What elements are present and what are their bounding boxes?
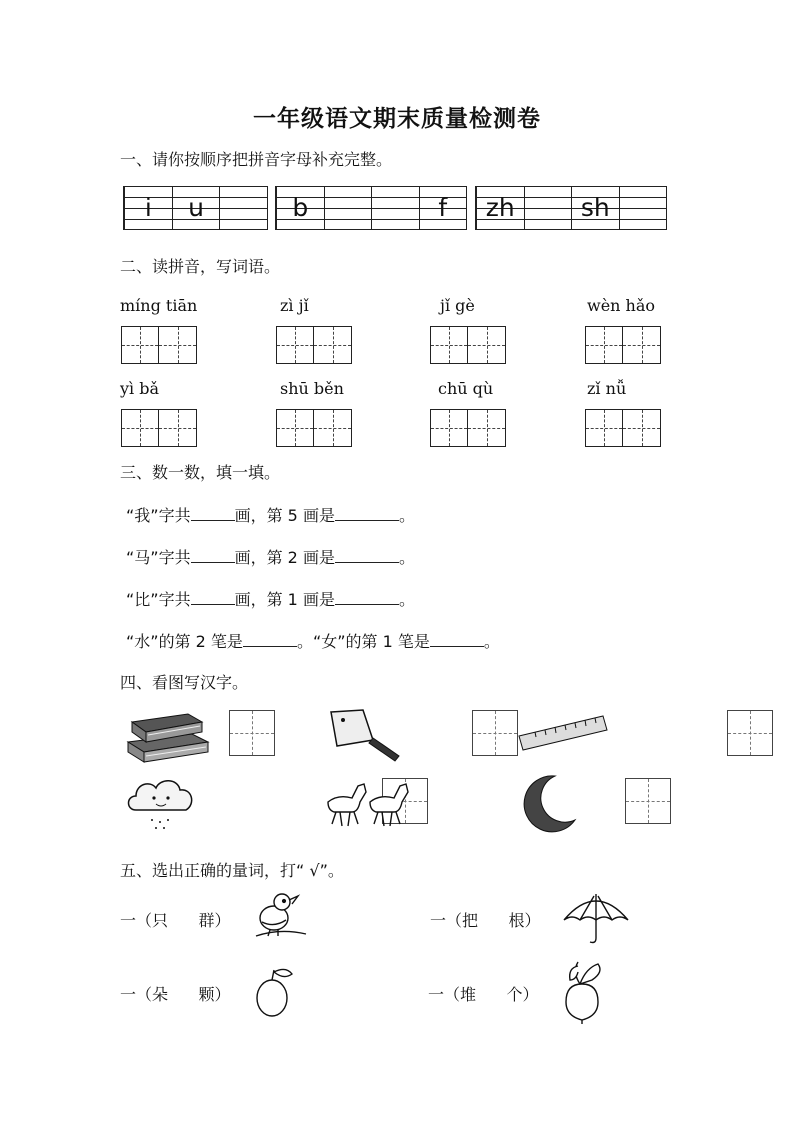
writing-box-pair xyxy=(276,326,352,364)
tianzige-box[interactable] xyxy=(430,326,468,364)
section-5-heading: 五、选出正确的量词，打“ √”。 xyxy=(120,861,344,880)
tianzige-box[interactable] xyxy=(276,326,314,364)
pinyin-grid-3 xyxy=(475,186,667,230)
umbrella-picture xyxy=(560,888,632,946)
section-1-heading: 一、请你按顺序把拼音字母补充完整。 xyxy=(120,150,393,169)
ruler-picture xyxy=(515,710,611,756)
fruit-picture xyxy=(252,964,298,1020)
pinyin-cell[interactable] xyxy=(371,187,419,229)
measure-word-choice-3[interactable]: 一（朵 颗） xyxy=(120,985,231,1004)
pinyin-word: jǐ gè xyxy=(440,296,475,315)
writing-box-pair xyxy=(121,409,197,447)
tianzige-box[interactable] xyxy=(585,326,623,364)
radish-picture xyxy=(558,958,610,1024)
answer-blank[interactable] xyxy=(335,506,399,521)
pinyin-cell[interactable] xyxy=(619,187,667,229)
cloud-picture xyxy=(124,770,200,834)
measure-word-choice-2[interactable]: 一（把 根） xyxy=(430,911,541,930)
pinyin-cell[interactable] xyxy=(219,187,267,229)
tianzige-box[interactable] xyxy=(314,326,352,364)
tianzige-box[interactable] xyxy=(314,409,352,447)
question-text: 画，第 1 画是 xyxy=(234,590,335,609)
tianzige-box[interactable] xyxy=(430,409,468,447)
answer-blank[interactable] xyxy=(335,590,399,605)
pinyin-cell[interactable]: u xyxy=(172,187,220,229)
question-text: 。 xyxy=(398,548,415,567)
writing-box-pair xyxy=(121,326,197,364)
tianzige-box[interactable] xyxy=(623,326,661,364)
tianzige-box[interactable] xyxy=(229,710,275,756)
stroke-question-2 xyxy=(126,545,415,568)
answer-blank[interactable] xyxy=(430,632,484,647)
tianzige-box[interactable] xyxy=(468,326,506,364)
books-picture xyxy=(122,708,214,764)
question-text: 。 xyxy=(398,506,415,525)
tianzige-box[interactable] xyxy=(121,409,159,447)
tianzige-box[interactable] xyxy=(276,409,314,447)
section-2-heading: 二、读拼音，写词语。 xyxy=(120,257,281,276)
tianzige-box[interactable] xyxy=(625,778,671,824)
question-text: “马”字共 xyxy=(126,548,191,567)
answer-blank[interactable] xyxy=(191,548,235,563)
page-title: 一年级语文期末质量检测卷 xyxy=(253,106,541,132)
bird-picture xyxy=(252,888,310,946)
answer-blank[interactable] xyxy=(243,632,297,647)
tianzige-box[interactable] xyxy=(121,326,159,364)
pinyin-word: zì jǐ xyxy=(280,296,309,315)
writing-box-pair xyxy=(276,409,352,447)
pinyin-cell[interactable] xyxy=(524,187,572,229)
stroke-question-4 xyxy=(126,629,500,652)
writing-box-pair xyxy=(430,326,506,364)
cleaver-picture xyxy=(323,706,405,764)
writing-box-pair xyxy=(585,326,661,364)
tianzige-box[interactable] xyxy=(159,326,197,364)
pinyin-word: shū běn xyxy=(280,379,344,398)
answer-blank[interactable] xyxy=(191,506,235,521)
tianzige-box[interactable] xyxy=(623,409,661,447)
writing-box-pair xyxy=(585,409,661,447)
pinyin-grid-2 xyxy=(275,186,467,230)
horses-picture xyxy=(322,772,418,832)
answer-blank[interactable] xyxy=(191,590,235,605)
question-text: “比”字共 xyxy=(126,590,191,609)
answer-blank[interactable] xyxy=(335,548,399,563)
question-text: 画，第 2 画是 xyxy=(234,548,335,567)
pinyin-cell[interactable]: zh xyxy=(476,187,524,229)
pinyin-word: chū qù xyxy=(438,379,494,398)
question-text: 。 xyxy=(483,632,500,651)
measure-word-choice-4[interactable]: 一（堆 个） xyxy=(428,985,539,1004)
tianzige-box[interactable] xyxy=(472,710,518,756)
tianzige-box[interactable] xyxy=(468,409,506,447)
pinyin-cell[interactable]: i xyxy=(124,187,172,229)
pinyin-grid-1 xyxy=(123,186,268,230)
question-text: “我”字共 xyxy=(126,506,191,525)
section-3-heading: 三、数一数，填一填。 xyxy=(120,463,281,482)
tianzige-box[interactable] xyxy=(727,710,773,756)
stroke-question-3 xyxy=(126,587,415,610)
pinyin-cell[interactable]: f xyxy=(419,187,467,229)
question-text: 画，第 5 画是 xyxy=(234,506,335,525)
pinyin-word: wèn hǎo xyxy=(587,296,656,315)
question-text: 。“女”的第 1 笔是 xyxy=(296,632,430,651)
pinyin-word: yì bǎ xyxy=(120,379,160,398)
writing-box-pair xyxy=(430,409,506,447)
measure-word-choice-1[interactable]: 一（只 群） xyxy=(120,911,231,930)
pinyin-cell[interactable]: sh xyxy=(571,187,619,229)
question-text: 。 xyxy=(398,590,415,609)
tianzige-box[interactable] xyxy=(159,409,197,447)
stroke-question-1 xyxy=(126,503,415,526)
pinyin-cell[interactable]: b xyxy=(276,187,324,229)
pinyin-word: míng tiān xyxy=(120,296,198,315)
question-text: “水”的第 2 笔是 xyxy=(126,632,243,651)
tianzige-box[interactable] xyxy=(585,409,623,447)
moon-picture xyxy=(515,770,579,834)
pinyin-cell[interactable] xyxy=(324,187,372,229)
pinyin-word: zǐ nǚ xyxy=(587,379,627,398)
section-4-heading: 四、看图写汉字。 xyxy=(120,673,249,692)
